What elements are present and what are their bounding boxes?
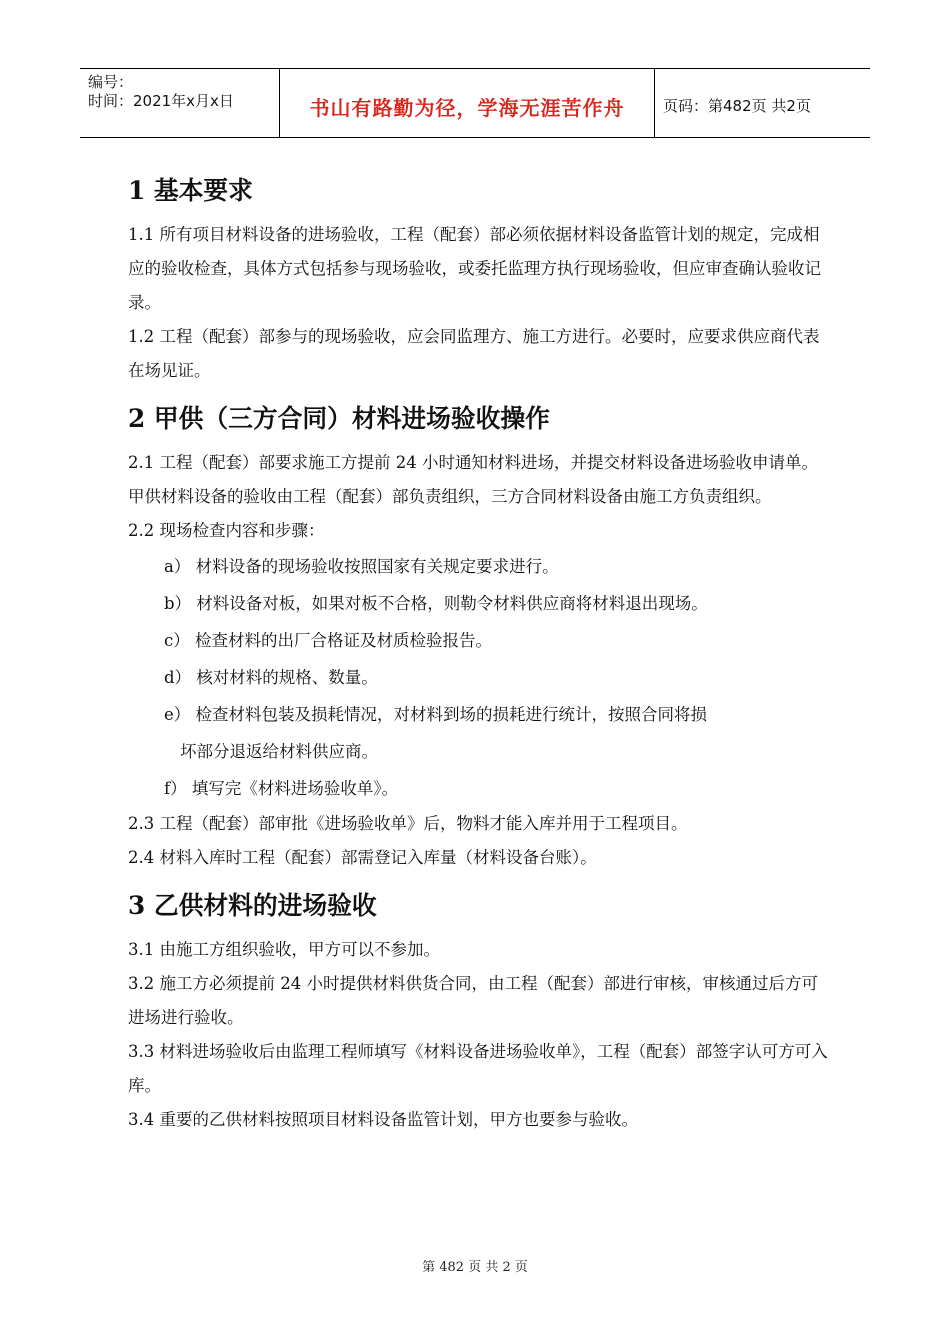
section-title: 1 基本要求 [128, 176, 253, 205]
paragraph: 3.3 材料进场验收后由监理工程师填写《材料设备进场验收单》，工程（配套）部签字认可方可入库。 [128, 1042, 828, 1095]
section-title: 3 乙供材料的进场验收 [128, 891, 377, 920]
list-item: c） 检查材料的出厂合格证及材质检验报告。 [164, 631, 492, 650]
list-item: a） 材料设备的现场验收按照国家有关规定要求进行。 [164, 557, 559, 576]
motto: 书山有路勤为径，学海无涯苦作舟 [309, 95, 625, 120]
list-item: f） 填写完《材料进场验收单》。 [164, 779, 399, 798]
header-page-cell [655, 69, 870, 137]
paragraph: 2.3 工程（配套）部审批《进场验收单》后，物料才能入库并用于工程项目。 [128, 814, 688, 833]
document-body [128, 172, 828, 1137]
page-code: 页码：第482页 共2页 [663, 96, 811, 115]
paragraph: 3.1 由施工方组织验收，甲方可以不参加。 [128, 940, 440, 959]
header-meta-cell [80, 69, 280, 137]
list-item: d） 核对材料的规格、数量。 [164, 668, 378, 687]
page-header [80, 68, 870, 138]
time-label: 时间：2021年x月x日 [88, 92, 234, 110]
paragraph: 3.2 施工方必须提前 24 小时提供材料供货合同，由工程（配套）部进行审核，审核通过后方可进场进行验收。 [128, 974, 818, 1027]
list-item-continuation: 坏部分退返给材料供应商。 [180, 742, 378, 761]
paragraph: 3.4 重要的乙供材料按照项目材料设备监管计划，甲方也要参与验收。 [128, 1110, 638, 1129]
footer-page-number: 第 482 页 共 2 页 [422, 1260, 528, 1275]
paragraph: 2.4 材料入库时工程（配套）部需登记入库量（材料设备台账）。 [128, 848, 597, 867]
list-item: b） 材料设备对板，如果对板不合格，则勒令材料供应商将材料退出现场。 [164, 594, 708, 613]
paragraph: 1.2 工程（配套）部参与的现场验收，应会同监理方、施工方进行。必要时，应要求供应商代表在场见证。 [128, 327, 820, 380]
paragraph: 1.1 所有项目材料设备的进场验收，工程（配套）部必须依据材料设备监管计划的规定，完成相应的验收检查，具体方式包括参与现场验收，或委托监理方执行现场验收，但应审查确认验收记录。 [128, 225, 821, 312]
header-motto-cell [280, 69, 655, 137]
code-label: 编号： [88, 73, 134, 91]
paragraph: 2.2 现场检查内容和步骤： [128, 521, 325, 540]
paragraph: 2.1 工程（配套）部要求施工方提前 24 小时通知材料进场，并提交材料设备进场验收申请单。甲供材料设备的验收由工程（配套）部负责组织，三方合同材料设备由施工方负责组织。 [128, 453, 818, 506]
page-footer [0, 1256, 950, 1275]
section-title: 2 甲供（三方合同）材料进场验收操作 [128, 404, 550, 433]
list-item: e） 检查材料包装及损耗情况，对材料到场的损耗进行统计，按照合同将损 [164, 705, 708, 724]
